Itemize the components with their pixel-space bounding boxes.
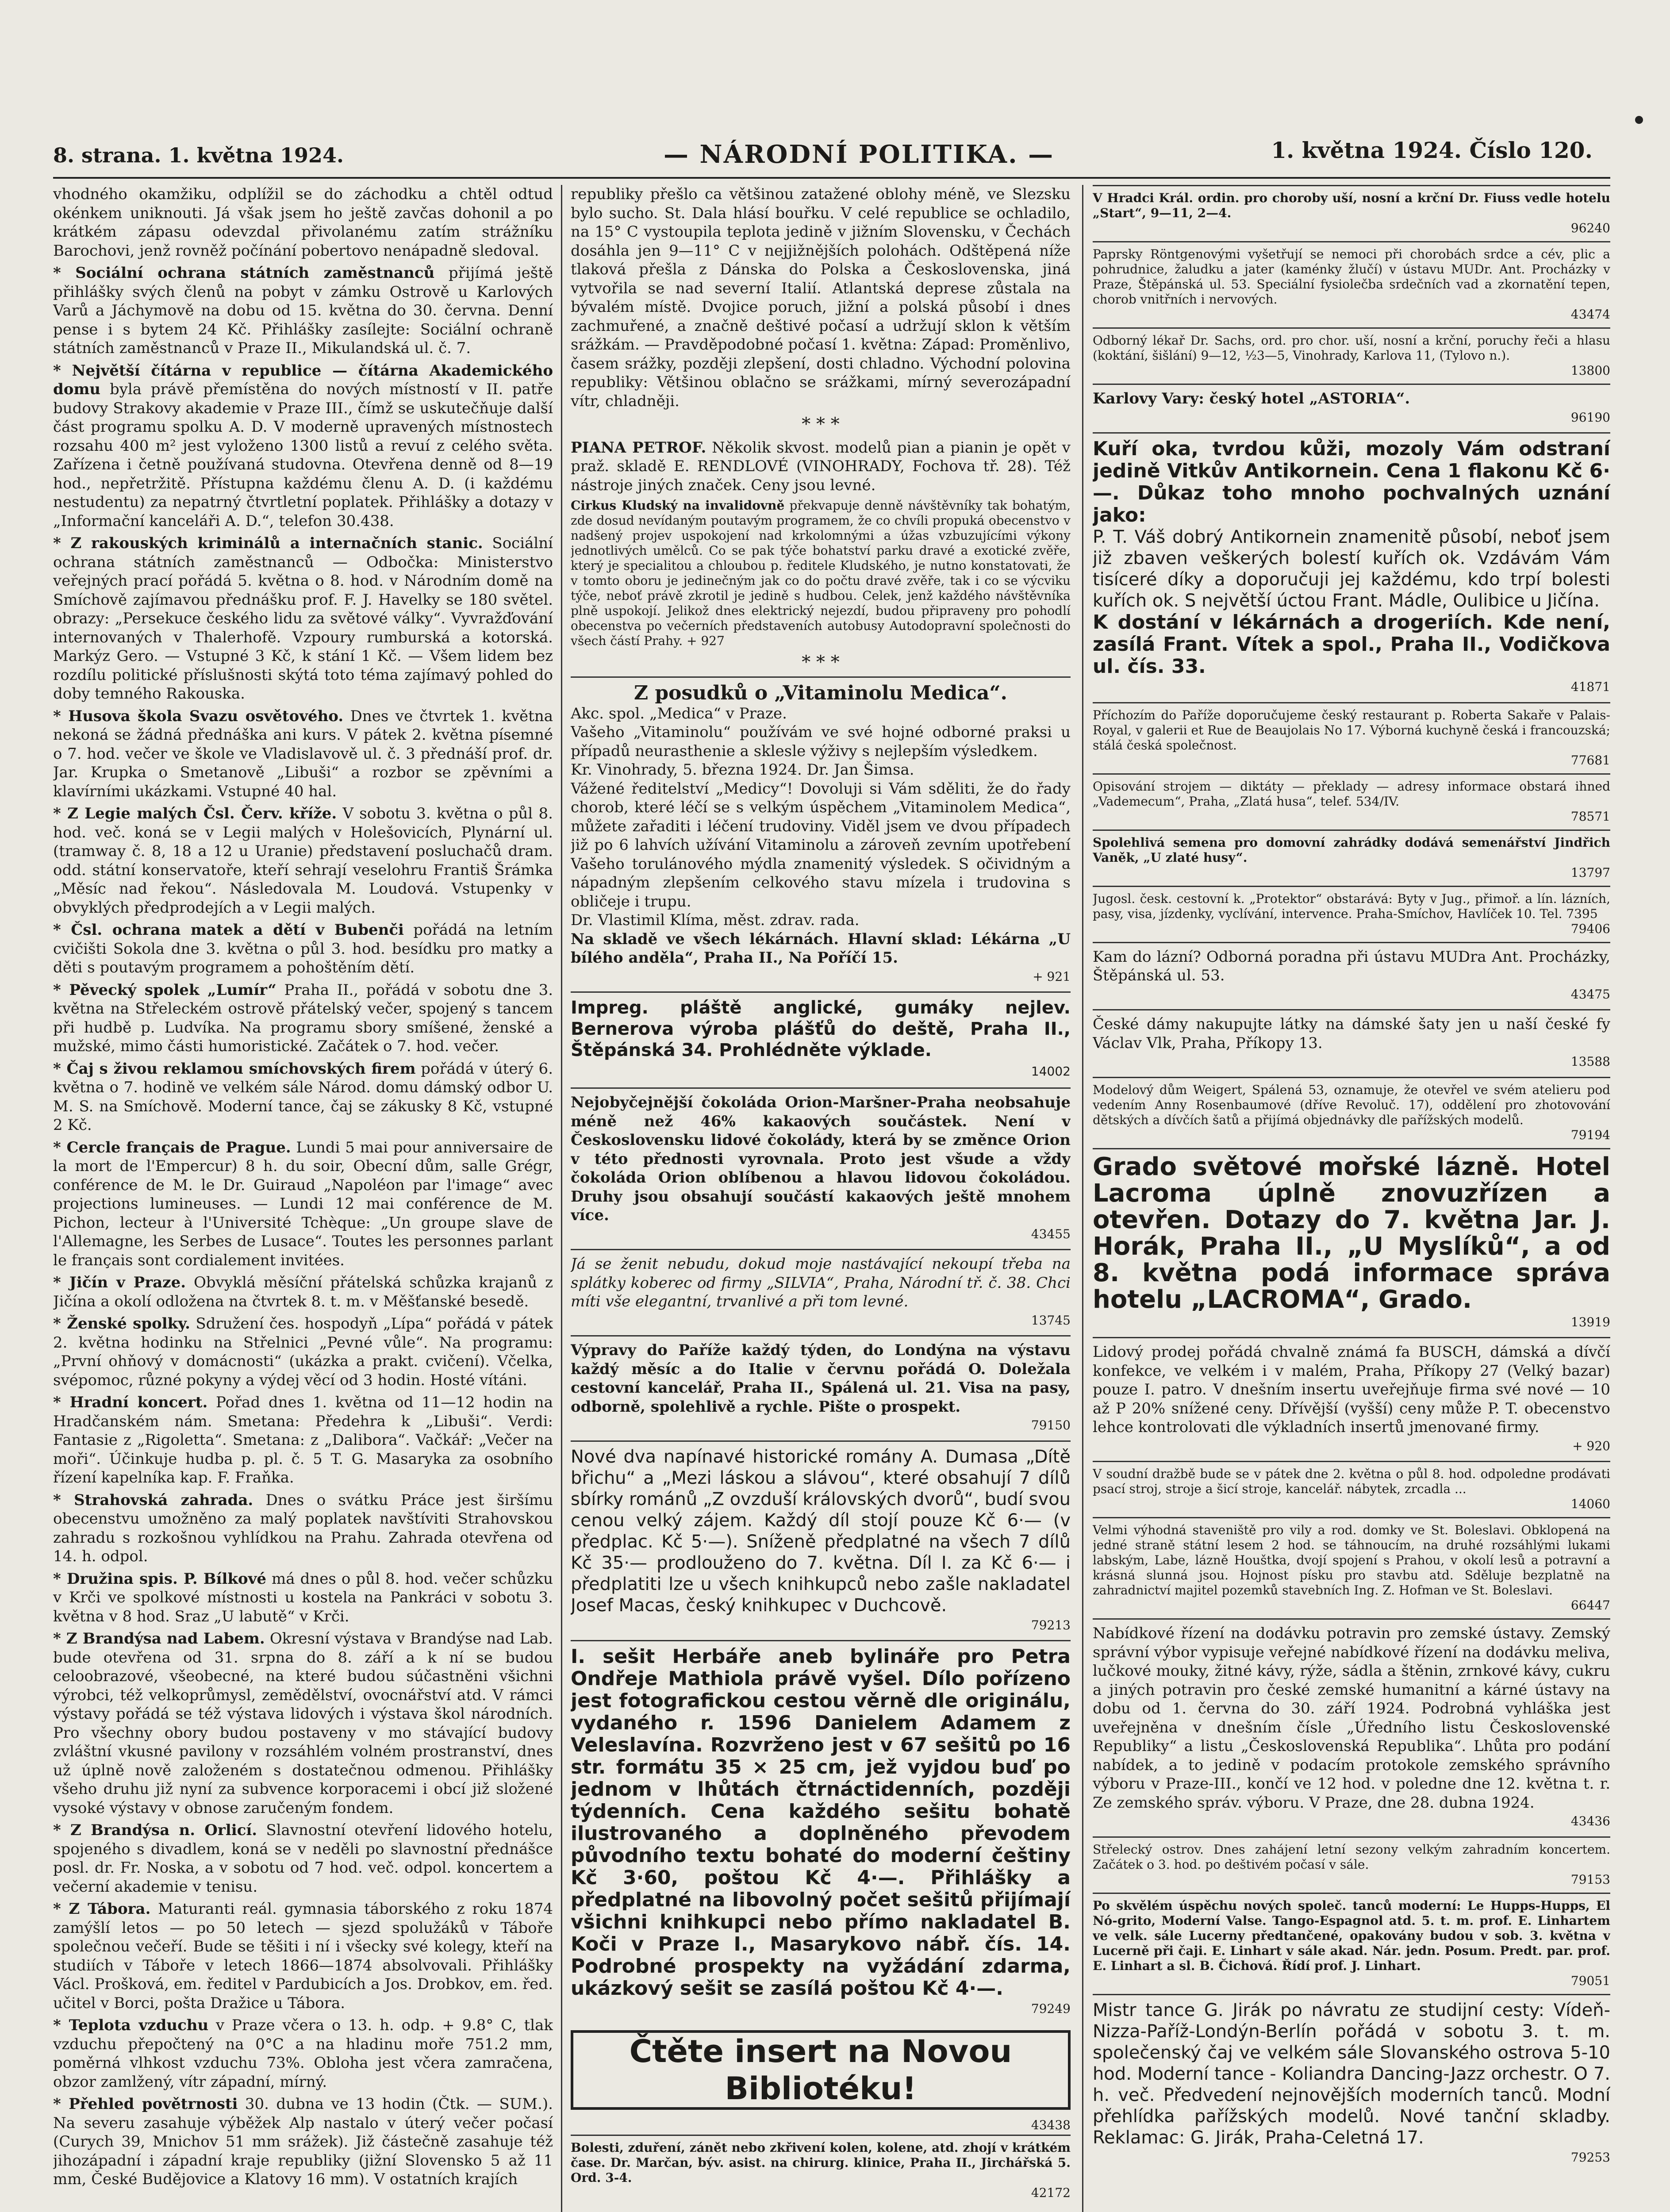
seeds-ad (1093, 830, 1610, 886)
news-item (53, 361, 553, 531)
vitaminol-ad (571, 676, 1071, 992)
news-item-text: přijímá ještě přihlášky svých členů na pobyt v zámku Ostrově u Karlových Varů a Jáchymově na dobu od 15. května do 30. června. Denní pense i s bytem 24 Kč. Přihlášky zasílejte: Sociální ochraně státních zaměstnanců v Praze II., Mikulandská ul. č. 7. (53, 264, 553, 357)
building-plot-ad (1093, 1517, 1610, 1618)
news-item (53, 1570, 553, 1626)
novels-ad (571, 1440, 1071, 1640)
fashion-ad (1093, 1077, 1610, 1148)
news-item-head: * Jičín v Praze. (53, 1274, 186, 1291)
paris-text: Výpravy do Paříže každý týden, do Londýna na výstavu každý měsíc a do Italie v červnu pořádá O. Doležala cestovní kancelář, Praha II., Spálená ul. 21. Visa na pasy, odborně, spolehlivě a rychle. Pište o prospekt. (571, 1341, 1071, 1416)
ad-ref: 43438 (1031, 2117, 1071, 2132)
news-item-text: Obvyklá měsíční přátelská schůzka krajanů z Jičína a okolí odložena na čtvrtek 8. t. m. v Měšťanské besedě. (53, 1274, 553, 1310)
news-item (53, 1393, 553, 1487)
orion-ad (571, 1087, 1071, 1249)
biblioteka-banner: Čtěte insert na Novou Bibliotéku! (571, 2030, 1071, 2110)
ad-ref: 14002 (1031, 1064, 1071, 1079)
news-item (53, 1629, 553, 1817)
lazni-text: Kam do lázní? Odborná poradna při ústavu MUDra Ant. Procházky, Štěpánská ul. 53. (1093, 948, 1610, 984)
impreg-text: Impreg. pláště anglické, gumáky nejlev. Bernerova výroba plášťů do deště, Praha II., Štěpánská 34. Prohlédněte výklade. (571, 998, 1071, 1060)
news-item-text: Maturanti reál. gymnasia táborského z roku 1874 zamýšlí letos — po 50 letech — sjezd spolužáků v Táboře společnou večeří. Bude se těšiti i ní i všecky své kolegy, kteří na studiích v Táboře v letech 1866—1874 absolvovali. Přihlášky Václ. Prošková, em. ředitel v Pardubicích a Jos. Drobkov, em. řed. učitel v Borci, pošta Dražice u Tábora. (53, 1900, 553, 2012)
page-header (53, 137, 1601, 173)
tance-text: Po skvělém úspěchu nových společ. tanců moderní: Le Hupps-Hupps, El Nó-grito, Moderní Valse. Tango-Espagnol atd. 5. t. m. prof. E. Linhartem ve velk. sále Lucerny předtančené, opakovány budou v sob. 3. května v Lucerně při čaji. E. Linhart v sále akad. Nár. jedn. Posum. Predt. par. prof. E. Linhart a sl. B. Čichová. Řídí prof. J. Linhart. (1093, 1898, 1610, 1973)
column-news (53, 185, 553, 2212)
sale-ad (1093, 1337, 1610, 1461)
news-item (53, 1491, 553, 1566)
doctor-ad (571, 2135, 1071, 2206)
piano-head: PIANA PETROF. (571, 438, 706, 457)
news-item-head: * Čsl. ochrana matek a dětí v Bubenči (53, 921, 404, 939)
ad-ref: 66447 (1570, 1598, 1610, 1613)
news-item-text: Praha II., pořádá v sobotu dne 3. května na Střeleckém ostrově přátelský večer, spojený s tancem při hudbě p. Ludvíka. Na programu sbory smíšené, ženské a mužské, mimo části humoristické. Začátek o 7. hod. večer. (53, 981, 553, 1055)
drazba-text: V soudní dražbě bude se v pátek dne 2. května o půl 8. hod. odpoledne prodávati psací stroj, stroje a šicí stroje, kancelář. nábytek, zrcadla ... (1093, 1467, 1610, 1496)
doctor-ad (1093, 327, 1610, 384)
news-item-text: Dnes ve čtvrtek 1. května nekoná se žádná přednáška ani kurs. V pátek 2. května písemné o 7. hod. večer ve škole ve Vladislavově ul. č. 3 přednáší prof. dr. Jar. Krupka o Smetanově „Libuši“ a rozbor se zpěvními a klavírními ukázkami. Vstupné 40 hal. (53, 707, 553, 800)
news-item (53, 534, 553, 703)
silvia-ad (571, 1249, 1071, 1335)
vitaminol-signature: Kr. Vinohrady, 5. března 1924. Dr. Jan Šimsa. (571, 761, 914, 779)
news-item-text: Pořad dnes 1. května od 11—12 hodin na Hradčanském nám. Smetana: Předehra k „Libuši“. Verdi: Fantasie z „Rigoletta“. Smetana: z „Dalibora“. Vačkář: „Večer na moři“. Účinkuje hudba p. pl. č. 5 T. G. Masaryka za osobního řízení kapelníka kap. F. Fraňka. (53, 1394, 553, 1486)
impreg-ad (571, 991, 1071, 1087)
ad-ref: 13919 (1570, 1314, 1610, 1329)
opisovani-text: Opisování strojem — diktáty — překlady — adresy informace obstará ihned „Vademecum“, Praha, „Zlatá husa“, telef. 534/IV. (1093, 779, 1610, 809)
news-item-text: byla právě přemístěna do nových místností v II. patře budovy Strakovy akademie v Praze III., čímž se uskutečňuje další část programu spolku A. D. V moderně upravených místnostech rozsahu 400 m² jest vyloženo 1300 listů a revuí z celého světa. Zařízena i četně používaná studovna. Otevřena denně od 8—19 hod., nepřetržitě. Přístupna každému členu A. D. (i každému nestudentu) za nepatrný čtvrtletní poplatek. Přihlášky a dotazy v „Informační kanceláři A. D.“, telefon 30.438. (53, 380, 553, 530)
lidovy-text: Lidový prodej pořádá chvalně známá fa BUSCH, dámská a dívčí konfekce, ve velkém i v malém, Praha, Příkopy 27 (Velký bazar) pouze I. patro. V dnešním insertu uveřejňuje firma své nové — 10 až P 20% snížené ceny. Dřívější (vyšší) ceny může P. T. obecenstvo lehce kontrolovati dle výkladních insertů jmenované firmy. (1093, 1343, 1610, 1436)
news-item-text: pořádá v úterý 6. května o 7. hodině ve velkém sále Národ. domu dámský odbor U. M. S. na Smíchově. Moderní tance, čaj se zákusky 8 Kč, vstupné 2 Kč. (53, 1060, 553, 1134)
news-item-text: vhodného okamžiku, odplížil se do záchodku a chtěl odtud okénkem uniknouti. Já však jsem ho ještě zavčas dohonil a po krátkém zápasu odevzdal přivolanému zatím strážníku Barochovi, jenž rovněž počínání pobertovo nenápadně sledoval. (53, 185, 553, 260)
semena-text: Spolehlivá semena pro domovní zahrádky dodává semenářství Jindřich Vaněk, „U zlaté husy“. (1093, 835, 1610, 865)
bolesti-text: Bolesti, zduření, zánět nebo zkřivení kolen, kolene, atd. zhojí v krátkém čase. Dr. Marčan, býv. asist. na chirurg. klinice, Praha II., Jirchářská 5. Ord. 3-4. (571, 2140, 1071, 2185)
news-item (53, 921, 553, 977)
karlovy-text: Karlovy Vary: český hotel „ASTORIA“. (1093, 390, 1410, 407)
news-item-text: V sobotu 3. května o půl 8. hod. več. koná se v Legii malých v Holešovicích, Plynární ul. (tramway č. 8, 18 a 12 u Uranie) představení posluchačů dram. odd. státní konservatoře, kteří sehrají veselohru Františ Šrámka „Měsíc nad řekou“. Následovala M. Loudová. Vstupenky v obvyklých předprodejích a v Legii malých. (53, 805, 553, 917)
spa-advice-ad (1093, 942, 1610, 1010)
hradci-text: V Hradci Král. ordin. pro choroby uší, nosní a krční Dr. Fiuss vedle hotelu „Start“, 9—11, 2—4. (1093, 191, 1610, 220)
news-item-head: * Cercle français de Prague. (53, 1138, 291, 1156)
kuri-text: P. T. Váš dobrý Antikornein znamenitě působí, neboť jsem již zbaven veškerých bolestí kuřích ok. Vzdávám Vám tisíceré díky a doporučuji jej každému, kdo trpí bolesti kuřích ok. S největší úctou Frant. Mádle, Oulibice u Jičína. (1093, 527, 1610, 611)
news-item-head: * Přehled povětrnosti (53, 2095, 238, 2113)
news-item-head: * Z Tábora. (53, 1900, 151, 1918)
header-rule (53, 177, 1610, 179)
column-middle (571, 185, 1071, 2212)
issue-number: 1. května 1924. Číslo 120. (1271, 137, 1593, 163)
paprsky-text: Paprsky Röntgenovými vyšetřují se nemoci při chorobách srdce a cév, plic a pohrudnice, žaludku a jater (kaménky žlučí) v ústavu MUDr. Ant. Procházky v Praze, Štěpánská ul. 53. Speciální fysiolečba srdečních vad a zkornatění tepen, chorob vnitřních i nervových. (1093, 247, 1610, 307)
news-item-head: * Teplota vzduchu (53, 2016, 209, 2034)
weigert-text: Modelový dům Weigert, Spálená 53, oznamuje, že otevřel ve svém atelieru pod vedením Anny Rosenbaumové (dříve Revoluč. 17), oddělení pro zhotovování dětských a dívčích šatů a přijímá objednávky dle pařížských modelů. (1093, 1082, 1610, 1127)
news-item (53, 185, 553, 260)
piano-ad (571, 438, 1071, 495)
ad-ref: 13588 (1570, 1054, 1610, 1069)
ad-ref: 79051 (1570, 1973, 1610, 1988)
auction-ad (1093, 1461, 1610, 1517)
news-item-head: * Z rakouských kriminálů a internačních stanic. (53, 534, 483, 552)
circus-ref: + 927 (687, 634, 725, 648)
dance-master-ad (1093, 1994, 1610, 2173)
news-item (53, 1060, 553, 1135)
vitaminol-line: Vašeho „Vitaminolu“ používám ve své hojné odborné praksi u případů neurasthenie a sklesle výživy s nejlepším výsledkem. (571, 723, 1071, 760)
news-item-head: * Čaj s živou reklamou smíchovských firem (53, 1060, 416, 1078)
ad-ref: 13800 (1570, 363, 1610, 378)
restaurant-ad (1093, 702, 1610, 773)
xray-ad (1093, 241, 1610, 327)
antikornein-ad (1093, 432, 1610, 702)
odborny-text: Odborný lékař Dr. Sachs, ord. pro chor. uší, nosní a krční, poruchy řeči a hlasu (koktání, šišlání) 9—12, ½3—5, Vinohrady, Karlova 11, (Tylovo n.). (1093, 333, 1610, 363)
novels-text: Nové dva napínavé historické romány A. Dumasa „Dítě břichu“ a „Mezi láskou a slávou“, které obsahují 7 dílů sbírky románů „Z ovzduší královských dvorů“, budí svou cenou velký zájem. Každý díl stojí pouze Kč 6·— (v předplac. Kč 5·—). Sníženě předplatné na všech 7 dílů Kč 35·— prodlouženo do 7. května. Díl I. za Kč 6·— i předplatiti lze u všech knihkupců nebo zašle nakladatel Josef Macas, český knihkupec v Duchcově. (571, 1446, 1071, 1616)
news-item (53, 981, 553, 1056)
news-item-head: * Největší čítárna v republice — čítárna Akademického domu (53, 361, 553, 398)
concert-ad (1093, 1836, 1610, 1893)
circus-head: Cirkus Kludský na invalidovně (571, 498, 785, 513)
news-item (53, 1138, 553, 1270)
news-item-head: * Strahovská zahrada. (53, 1491, 253, 1509)
news-item (53, 804, 553, 917)
ad-ref: 43475 (1570, 987, 1610, 1002)
stavenit-text: Velmi výhodná staveniště pro vily a rod. domky ve St. Boleslavi. Obklopená na jedné straně státní lesem 2 hod. se táhnoucím, na druhé rozsáhlými lukami labským, Labe, lázně Houštka, dvojí spojení s Prahou, v okolí lesů a potravní a krásná slunná jsou. Hojnost písku pro stavbu atd. Sděluje bezplatně na zahradnictví majitel pozemků stavebních Ing. Z. Hofman ve St. Boleslavi. (1093, 1523, 1610, 1598)
news-item (53, 1821, 553, 1896)
ad-ref: 79213 (1031, 1617, 1071, 1632)
news-item-head: * Družina spis. P. Bílkové (53, 1570, 266, 1588)
vitaminol-line: Akc. spol. „Medica“ v Praze. (571, 704, 787, 722)
page-number: 8. strana. 1. května 1924. (53, 143, 344, 167)
news-item-head: * Z Brandýsa n. Orlicí. (53, 1821, 257, 1839)
dance-ad (1093, 1893, 1610, 1994)
kuri-head: Kuří oka, tvrdou kůži, mozoly Vám odstraní jedině Vitkův Antikornein. Cena 1 flakonu Kč 6·—. Důkaz toho mnoho pochvalných uznání jako: (1093, 438, 1610, 526)
weather-report: republiky přešlo ca většinou zatažené oblohy méně, ve Slezsku bylo sucho. St. Dala hlásí bouřku. V celé republice se ochladilo, na 15° C vystoupila teplota jedině v jižním Slovensku, v Čechách dosáhla jen 9—11° C v nejjižnějších polohách. Odštěpená níže tlaková přešla z Dánska do Polska a Československa, jiná vytvořila se nad severní Italií. Atlantská deprese zůstala na bývalém místě. Dvojice poruch, jižní a polská působí i dnes zachmuřené, a značně deštivé počasí a udržují sklon k větším srážkám. — Pravděpodobné počasí 1. května: Západ: Proměnlivo, časem srážky, později zlepšení, dosti chladno. Východní polovina republiky: Většinou oblačno se srážkami, mírný severozápadní vítr, chladněji. (571, 185, 1071, 410)
news-item (53, 1314, 553, 1390)
strelecky-text: Střelecký ostrov. Dnes zahájení letní sezony velkým zahradním koncertem. Začátek o 3. hod. po deštivém počasí v sále. (1093, 1842, 1610, 1872)
news-item-text: Sociální ochrana státních zaměstnanců — Odbočka: Ministerstvo veřejných prací pořádá 5. května o 8. hod. v Národním domě na Smíchově zajímavou přednášku prof. F. J. Havelky se 180 světel. obrazy: „Persekuce českého lidu za světové války“. Vyvražďování internovaných v Thalerhofě. Vzpoury rumburská a kotorská. Markýz Gero. — Vstupné 3 Kč, k stání 1 Kč. — Všem lidem bez rozdílu politické příslušnosti skýtá toto téma zajímavý pohled do doby temného Rakouska. (53, 534, 553, 703)
grado-ad (1093, 1148, 1610, 1337)
news-item-text: v Praze včera o 13. h. odp. + 9.8° C, tlak vzduchu přepočtený na 0°C a na hladinu moře 751.2 mm, poměrná vlhkost vzduchu 73%. Obloha jest včera zamračena, obzor zamlžený, vítr západní, mírný. (53, 2016, 553, 2091)
news-item (53, 1273, 553, 1311)
news-item-head: * Sociální ochrana státních zaměstnanců (53, 264, 435, 282)
prichozim-text: Příchozím do Paříže doporučujeme český restaurant p. Roberta Sakaře v Palais-Royal, v galerii et Rue de Beaujolais No 17. Výborná kuchyně česká i francouzská; stálá česká společnost. (1093, 707, 1610, 753)
news-item (53, 264, 553, 358)
ad-ref: 79150 (1031, 1418, 1071, 1432)
news-item (53, 1900, 553, 2012)
piano-text: Několik skvost. modelů pian a pianin je opět v praž. skladě E. RENDLOVÉ (VINOHRADY, Fochova tř. 28). Též nástroje jiných značek. Ceny jsou levné. (571, 438, 1071, 494)
tender-notice (1093, 1618, 1610, 1836)
news-item-text: Sdružení čes. hospodyň „Lípa“ pořádá v pátek 2. května hodinku na Střelnici „Pevné vůle“. Na programu: „První ohňový v domácnosti“ (ukázka a prakt. cvičení). Včelka, svépomoc, různé pokyny a výdej věcí od 3 hodin. Hosté vítáni. (53, 1315, 553, 1389)
news-item-head: * Z Legie malých Čsl. Červ. kříže. (53, 805, 337, 822)
ad-ref: 43436 (1570, 1814, 1610, 1828)
ad-ref: 14060 (1570, 1497, 1610, 1511)
ad-ref: + 920 (1572, 1438, 1610, 1453)
nabidkove-text: Nabídkové řízení na dodávku potravin pro zemské ústavy. Zemský správní výbor vypisuje veřejné nabídkové řízení na dodávku meliva, lučkové mouky, žitné kávy, rýže, sádla a štěnin, zrnkové kávy, cukru a jiných potravin pro české zemské humanitní a kárné ústavy na dobu od 1. června do 30. září 1924. Podrobná vyhláška jest uveřejněna v dnešním čísle „Úředního listu Československé Republiky“ a listu „Československá Republika“. Lhůta pro podání nabídek, a to jedině v podacím protokole zemského správního výboru v Praze-III., končí ve 12 hod. v poledne dne 12. května t. r. Ze zemského správ. výboru. V Praze, dne 28. dubna 1924. (1093, 1624, 1610, 1812)
ad-ref: 79406 (1570, 921, 1610, 936)
travel-ad (1093, 886, 1610, 942)
circus-text: překvapuje denně návštěvníky tak bohatým, zde dosud nevídaným poutavým programem, že co chvíli propuká obecenstvo v nadšený projev uspokojení nad krkolomnými a úžas vzbuzujícími výkony jednotlivých umělců. Co se pak týče bohatství parku dravé a exotické zvěře, který je specialitou a chloubou p. ředitele Kludského, je nutno konstatovati, že v tomto oboru je jedinečným jak co do počtu dravé zvěře, tak i co se výcviku týče, neboť právě zkrotil je jedině s hudbou. Celek, jenž každého návštěvníka plně uspokojí. Jelikož dnes elektrický nejezdí, budou připraveny pro pohodlí obecenstva po večerních představeních autobusy Autodopravní společnosti do všech částí Prahy. (571, 498, 1071, 648)
hotel-ad (1093, 384, 1610, 432)
paper-title: — NÁRODNÍ POLITIKA. — (664, 140, 1055, 169)
ad-ref: 43455 (1031, 1226, 1071, 1241)
herbar-ad (571, 1640, 1071, 2024)
ad-ref: 79153 (1570, 1872, 1610, 1887)
ad-ref: 43474 (1570, 307, 1610, 322)
damy-text: České dámy nakupujte látky na dámské šaty jen u naší české fy Václav Vlk, Praha, Příkopy 13. (1093, 1015, 1610, 1052)
ad-ref: 79249 (1031, 2001, 1071, 2016)
news-item-text: Lundi 5 mai pour anniversaire de la mort de l'Empercur) 8 h. du soir, Obecní dům, salle Grégr, conférence de M. le Dr. Guiraud „Napoléon par l'image“ avec projections lumineuses. — Lundi 12 mai conférence de M. Pichon, lecteur à l'Université Tchèque: „Un groupe slave de l'Allemagne, les Serbes de Lusace“. Toutes les personnes parlant le français sont cordialement invitées. (53, 1138, 553, 1269)
fabric-ad (1093, 1009, 1610, 1077)
orion-text: Nejobyčejnější čokoláda Orion-Maršner-Praha neobsahuje méně než 46% kakaových součástek. Není v Československu lidové čokolády, která by se změnce Orion v této přednosti vyrovnala. Proto jest všude a vždy čokoláda Orion oblíbenou a hlavou lidovou čokoládou. Druhy jsou obsahují součástí kakaových ještě mnohem více. (571, 1094, 1071, 1224)
separator-stars: * * * (802, 652, 840, 672)
protektor-text: Jugosl. česk. cestovní k. „Protektor“ obstarává: Byty v Jug., přimoř. a lín. lázních, pasy, visa, jízdenky, vyclívání, intervence. Praha-Smíchov, Havlíček 10. Tel. 7395 (1093, 891, 1610, 921)
news-item-head: * Husova škola Svazu osvětového. (53, 707, 344, 725)
ad-ref: 96240 (1570, 221, 1610, 235)
ad-ref: 13797 (1570, 865, 1610, 880)
vitaminol-signature: Dr. Vlastimil Klíma, měst. zdrav. rada. (571, 911, 860, 929)
news-item-text: Slavnostní otevření lidového hotelu, spojeného s divadlem, koná se v neděli po slavnostní přednášce posl. dr. Fr. Noska, a v sobotu od 7 hod. več. odpol. koncertem a večerní akademie v tenisu. (53, 1821, 553, 1896)
paris-trip-ad (571, 1335, 1071, 1440)
news-item-head: * Z Brandýsa nad Labem. (53, 1630, 265, 1647)
news-item-text: Dnes o svátku Práce jest širšímu obecenstvu umožněno za malý poplatek navštíviti Strahovskou zahradu s rozkošnou vyhlídkou na Prahu. Zahrada otevřena od 14. h. odpol. (53, 1491, 553, 1565)
column-divider (561, 185, 562, 2212)
ad-ref: 79194 (1570, 1127, 1610, 1142)
news-item (53, 707, 553, 801)
vitaminol-title: Z posudků o „Vitaminolu Medica“. (633, 681, 1008, 704)
ad-ref: + 921 (1033, 969, 1071, 984)
circus-notice (571, 498, 1071, 649)
ad-ref: 41871 (1570, 680, 1610, 694)
news-item-text: má dnes o půl 8. hod. večer schůzku v Krči ve spolkové místnosti u kostela na Pankráci v sobotu 3. května v 8 hod. Sraz „U labutě“ v Krči. (53, 1570, 553, 1625)
ad-ref: 79253 (1570, 2150, 1610, 2165)
ad-ref: 78571 (1570, 809, 1610, 824)
news-item-text: Okresní výstava v Brandýse nad Lab. bude otevřena od 31. srpna do 8. září a k ní se budou celoobrazové, všeobecné, na které budou súčastněni všichni výrobci, též velkoprůmysl, zemědělství, ovocnářství atd. V rámci výstavy pořádá se též výstava lidových i výstava škol národních. Pro všechny obory budou postaveny v mo stávající budovy zvláštní vkusné pavilony v rozsáhlém volném prostranství, dnes už úplně nově založeném s dostatečnou odmenou. Přihlášky všeho druhu již nyní za subvence korporacemi i obcí již složené vysoké výstavy v obnose zaručeným fondem. (53, 1630, 553, 1817)
doctor-ad (1093, 185, 1610, 241)
news-item-head: * Pěvecký spolek „Lumír“ (53, 981, 276, 999)
silvia-text: Já se ženit nebudu, dokud moje nastávající nekoupí třeba na splátky koberec od firmy „SILVIA“, Praha, Národní tř. č. 38. Chci míti vše elegantní, trvanlivé a při tom levné. (571, 1255, 1071, 1310)
jirak-text: Mistr tance G. Jirák po návratu ze studijní cesty: Vídeň-Nizza-Paříž-Londýn-Berlín pořádá v sobotu 3. t. m. společenský čaj ve velkém sále Slovanského ostrova 5-10 hod. Moderní tance - Koliandra Dancing-Jazz orchestr. O 7. h. več. Předvedení nejnovějších moderních tanců. Modní přehlídka pařížských modelů. Nové tanční skladby. Reklamac: G. Jirák, Praha-Celetná 17. (1093, 2000, 1610, 2148)
ad-ref: 77681 (1570, 753, 1610, 768)
news-item-text: 30. dubna ve 13 hodin (Čtk. — SUM.). Na severu zasahuje výběžek Alp nastalo v úterý večer počasí (Curych 39, Mnichov 51 mm srážek). Již částečně zasahuje též jihozápadní i západní kraje republiky (jižní Slovensko 5 až 11 mm, České Budějovice a Klatovy 16 mm). V ostatních krajích (53, 2095, 553, 2188)
typing-ad (1093, 773, 1610, 830)
ad-ref: 42172 (1031, 2185, 1071, 2200)
separator-stars: * * * (802, 414, 840, 434)
news-item-text: pořádá na letním cvičišti Sokola dne 3. května o půl 3. hod. besídku pro matky a děti s poutavým programem a pohoštěním dětí. (53, 921, 553, 976)
herbar-text: I. sešit Herbáře aneb bylináře pro Petra Ondřeje Mathiola právě vyšel. Dílo pořízeno jest fotografickou cestou věrně dle originálu, vydaného r. 1596 Danielem Adamem z Veleslavína. Rozvrženo jest v 67 sešitů po 16 str. formátu 35 × 25 cm, jež vyjdou buď po jednom v lhůtách čtrnáctidenních, později týdenních. Cena každého sešitu bohatě ilustrovaného a doplněného převodem původního textu bohaté do moderní češtiny Kč 3·60, poštou Kč 4·—. Přihlášky a předplatné na libovolný počet sešitů přijímají všichni knihkupci nebo přímo nakladatel B. Koči v Praze I., Masarykovo nábř. čís. 14. Podrobné prospekty na vyžádání zdarma, ukázkový sešit se zasílá poštou Kč 4·—. (571, 1645, 1071, 2000)
column-ads (1093, 185, 1610, 2212)
vitaminol-line: Vážené ředitelství „Medicy“! Dovoluji si Vám sděliti, že do řady chorob, které léčí se s velkým úspěchem „Vitaminolem Medica“, můžete zařaditi i léčení trudoviny. Viděl jsem ve dvou případech již po 6 lahvích užívání Vitaminolu a zároveň zevním upotřebení Vašeho torulánového mýdla znamenitý výsledek. S očividným a nápadným zlepšením celkového stavu mízela i trudovina s obličeje i trupu. (571, 780, 1071, 910)
news-item-head: * Hradní koncert. (53, 1394, 208, 1411)
page-mark (1635, 116, 1643, 124)
column-divider (1082, 185, 1083, 2212)
news-item (53, 2095, 553, 2189)
grado-text: Grado světové mořské lázně. Hotel Lacroma úplně znovuzřízen a otevřen. Dotazy do 7. května Jar. J. Horák, Praha II., „U Myslíků“, a od 8. května podá informace správa hotelu „LACROMA“, Grado. (1093, 1152, 1610, 1314)
kuri-tail: K dostání v lékárnách a drogeriích. Kde není, zasílá Frant. Vítek a spol., Praha II., Vodičkova ul. čís. 33. (1093, 611, 1610, 678)
vitaminol-sale: Na skladě ve všech lékárnách. Hlavní sklad: Lékárna „U bílého anděla“, Praha II., Na Poříčí 15. (571, 930, 1071, 967)
news-item (53, 2016, 553, 2091)
news-item-head: * Ženské spolky. (53, 1315, 190, 1333)
ad-ref: 96190 (1570, 410, 1610, 425)
ad-ref: 13745 (1031, 1313, 1071, 1328)
